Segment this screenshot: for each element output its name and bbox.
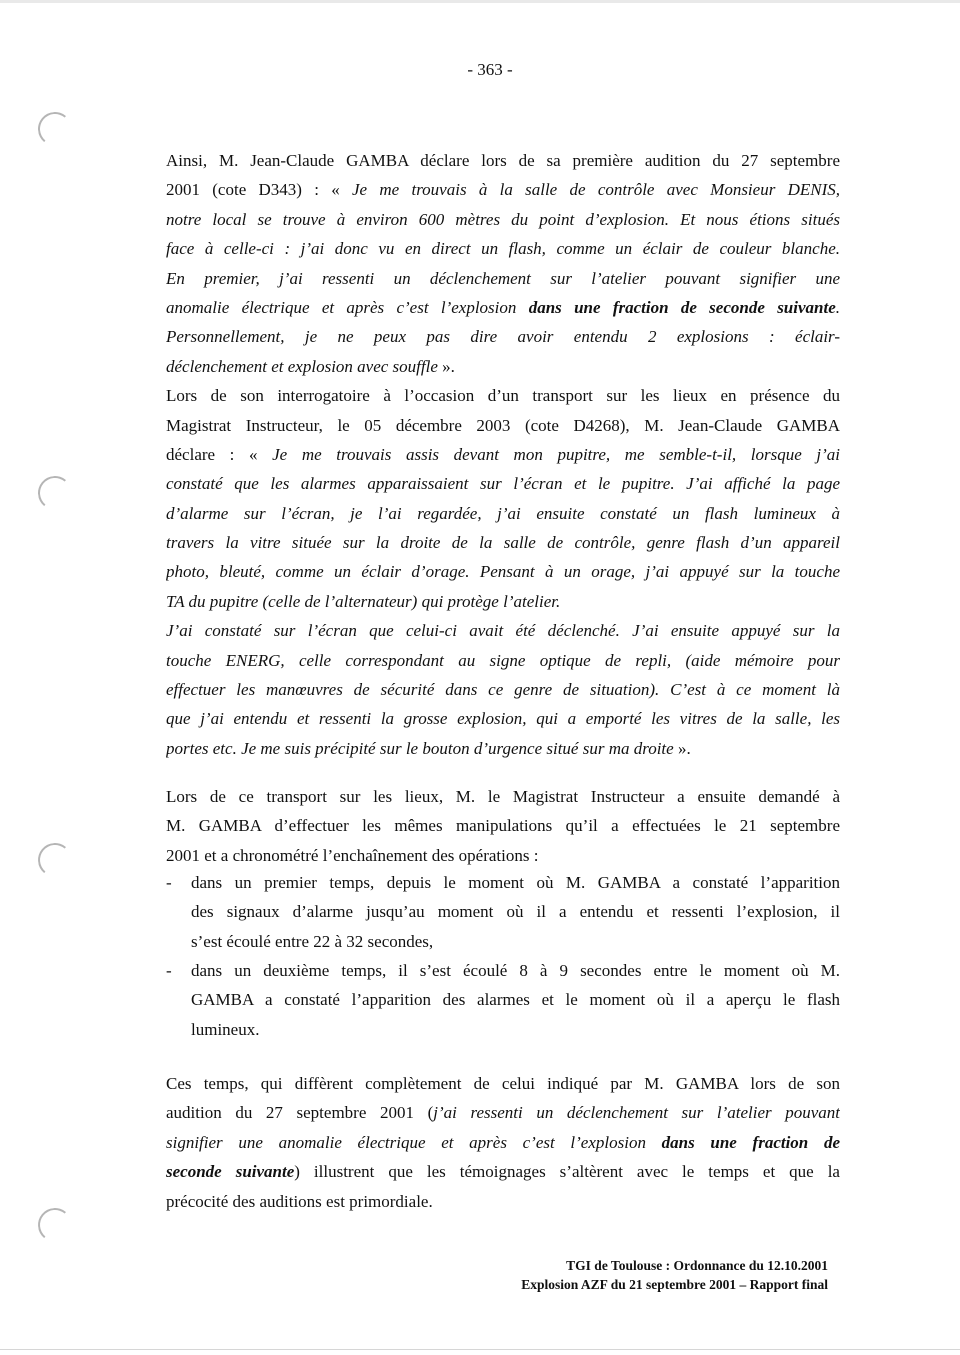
- bullet-dash: -: [166, 873, 172, 892]
- text-line: [166, 469, 840, 498]
- text-line: [166, 293, 840, 322]
- text-run: Ainsi, M. Jean-Claude GAMBA déclare lors de sa première audition du 27 septembre: [166, 151, 840, 170]
- list-item-text: [191, 956, 840, 1044]
- text-line: [166, 234, 840, 263]
- text-line: [166, 205, 840, 234]
- text-line: [166, 782, 840, 811]
- text-line: [166, 734, 840, 763]
- scan-edge-top: [0, 0, 960, 3]
- list-item: [166, 956, 840, 1044]
- document-footer: [521, 1256, 828, 1294]
- text-line: [166, 499, 840, 528]
- text-run: lumineux.: [191, 1019, 260, 1039]
- punch-hole-mark: [37, 1207, 74, 1244]
- quote-run: portes etc. Je me suis précipité sur le bouton d’urgence situé sur ma droite: [166, 738, 674, 758]
- text-run: dans un deuxième temps, il s’est écoulé 8 à 9 secondes entre le moment où M.: [191, 961, 840, 980]
- text-line: [166, 704, 840, 733]
- quote-run: face à celle-ci : j’ai donc vu en direct un flash, comme un éclair de couleur blanche.: [166, 239, 840, 259]
- text-line: [166, 322, 840, 351]
- emphasis-run: dans une fraction de seconde suivante: [528, 297, 836, 317]
- text-line: [166, 264, 840, 293]
- bullet-dash: -: [166, 961, 172, 980]
- text-run: ».: [673, 738, 691, 758]
- quote-run: anomalie électrique et après c’est l’explosion: [166, 297, 529, 317]
- page-number: - 363 -: [467, 60, 513, 79]
- list-item-text: [191, 868, 840, 956]
- text-line: [166, 1157, 840, 1186]
- text-run: dans un premier temps, depuis le moment où M. GAMBA a constaté l’apparition: [191, 873, 840, 892]
- text-line: [166, 411, 840, 440]
- text-line: [166, 1098, 840, 1127]
- quote-run: d’alarme sur l’écran, je l’ai regardée, j’ai ensuite constaté un flash lumineux à: [166, 503, 840, 523]
- text-line: [191, 985, 840, 1014]
- quote-run: déclenchement et explosion avec souffle: [166, 356, 438, 376]
- list-item: [166, 868, 840, 956]
- text-line: [166, 1187, 840, 1216]
- text-line: [166, 557, 840, 586]
- text-line: [166, 440, 840, 469]
- transport-paragraph: [166, 782, 840, 870]
- quote-run: touche ENERG, celle correspondant au signe optique de repli, (aide mémoire pour: [166, 650, 840, 670]
- conclusion-paragraph: [166, 1069, 840, 1216]
- text-run: M. GAMBA d’effectuer les mêmes manipulations qu’il a effectuées le 21 septembre: [166, 816, 840, 836]
- quote-run: notre local se trouve à environ 600 mètres du point d’explosion. Et nous étions situés: [166, 209, 840, 229]
- text-line: [166, 616, 840, 645]
- quote-run: Personnellement, je ne peux pas dire avoir entendu 2 explosions : éclair-: [166, 327, 840, 347]
- text-run: déclare : «: [166, 444, 273, 464]
- text-line: [191, 868, 840, 897]
- text-line: [191, 956, 840, 985]
- text-line: [166, 587, 840, 616]
- text-line: [166, 646, 840, 675]
- quote-run: Je me trouvais assis devant mon pupitre, me semble-t-il, lorsque j’ai: [272, 444, 840, 464]
- text-run: Lors de ce transport sur les lieux, M. le Magistrat Instructeur a ensuite demandé à: [166, 787, 840, 806]
- emphasis-run: seconde suivante: [166, 1162, 295, 1182]
- text-run: 2001 (cote D343) : «: [166, 180, 353, 200]
- text-run: des signaux d’alarme jusqu’au moment où il a entendu et ressenti l’explosion, il: [191, 902, 840, 922]
- text-line: [166, 1128, 840, 1157]
- text-line: [166, 841, 840, 870]
- quote-run: signifier une anomalie électrique et après c’est l’explosion: [166, 1132, 662, 1152]
- text-line: [166, 528, 840, 557]
- text-line: [166, 146, 840, 175]
- quote-run: effectuer les manœuvres de sécurité dans ce genre de situation). C’est à ce moment là: [166, 680, 840, 700]
- text-line: [191, 927, 840, 956]
- text-run: s’est écoulé entre 22 à 32 secondes,: [191, 931, 434, 951]
- text-line: [166, 175, 840, 204]
- quote-run: TA du pupitre (celle de l’alternateur) qui protège l’atelier.: [166, 591, 561, 611]
- emphasis-run: dans une fraction de: [661, 1132, 840, 1152]
- text-run: audition du 27 septembre 2001 (: [166, 1103, 434, 1123]
- quote-run: Je me trouvais à la salle de contrôle avec Monsieur DENIS,: [352, 180, 840, 200]
- punch-hole-mark: [37, 111, 74, 148]
- quote-run: En premier, j’ai ressenti un déclenchement sur l’atelier pouvant signifier une: [166, 268, 840, 288]
- scan-edge-bottom: [0, 1349, 960, 1350]
- text-line: [166, 811, 840, 840]
- text-run: Magistrat Instructeur, le 05 décembre 2003 (cote D4268), M. Jean-Claude GAMBA: [166, 415, 840, 435]
- quote-run: .: [835, 297, 840, 317]
- punch-hole-mark: [37, 842, 74, 879]
- quote-run: photo, bleuté, comme un éclair d’orage. Pensant à un orage, j’ai appuyé sur la touche: [166, 562, 840, 582]
- text-run: Ces temps, qui diffèrent complètement de celui indiqué par M. GAMBA lors de son: [166, 1074, 840, 1093]
- quote-run: que j’ai entendu et ressenti la grosse explosion, qui a emporté les vitres de la salle, les: [166, 709, 840, 729]
- text-run: précocité des auditions est primordiale.: [166, 1191, 433, 1211]
- text-line: [166, 675, 840, 704]
- text-line: [191, 897, 840, 926]
- text-line: [191, 1015, 840, 1044]
- quote-run: J’ai constaté sur l’écran que celui-ci avait été déclenché. J’ai ensuite appuyé sur la: [166, 621, 840, 641]
- footer-line-court: TGI de Toulouse : Ordonnance du 12.10.2001: [566, 1258, 828, 1273]
- quote-run: j’ai ressenti un déclenchement sur l’atelier pouvant: [433, 1103, 840, 1123]
- punch-hole-mark: [37, 475, 74, 512]
- text-line: [166, 1069, 840, 1098]
- testimony-paragraph: [166, 146, 840, 763]
- text-run: GAMBA a constaté l’apparition des alarmes et le moment où il a aperçu le flash: [191, 990, 840, 1010]
- text-line: [166, 352, 840, 381]
- text-run: Lors de son interrogatoire à l’occasion d’un transport sur les lieux en présence du: [166, 386, 840, 406]
- text-run: ».: [437, 356, 455, 376]
- text-run: 2001 et a chronométré l’enchaînement des opérations :: [166, 845, 539, 865]
- text-run: ) illustrent que les témoignages s’altèrent avec le temps et que la: [294, 1162, 840, 1182]
- quote-run: travers la vitre située sur la droite de la salle de contrôle, genre flash d’un appareil: [166, 533, 840, 553]
- footer-line-report: Explosion AZF du 21 septembre 2001 – Rapport final: [521, 1277, 828, 1292]
- text-line: [166, 381, 840, 410]
- quote-run: constaté que les alarmes apparaissaient sur l’écran et le pupitre. J’ai affiché la page: [166, 474, 840, 494]
